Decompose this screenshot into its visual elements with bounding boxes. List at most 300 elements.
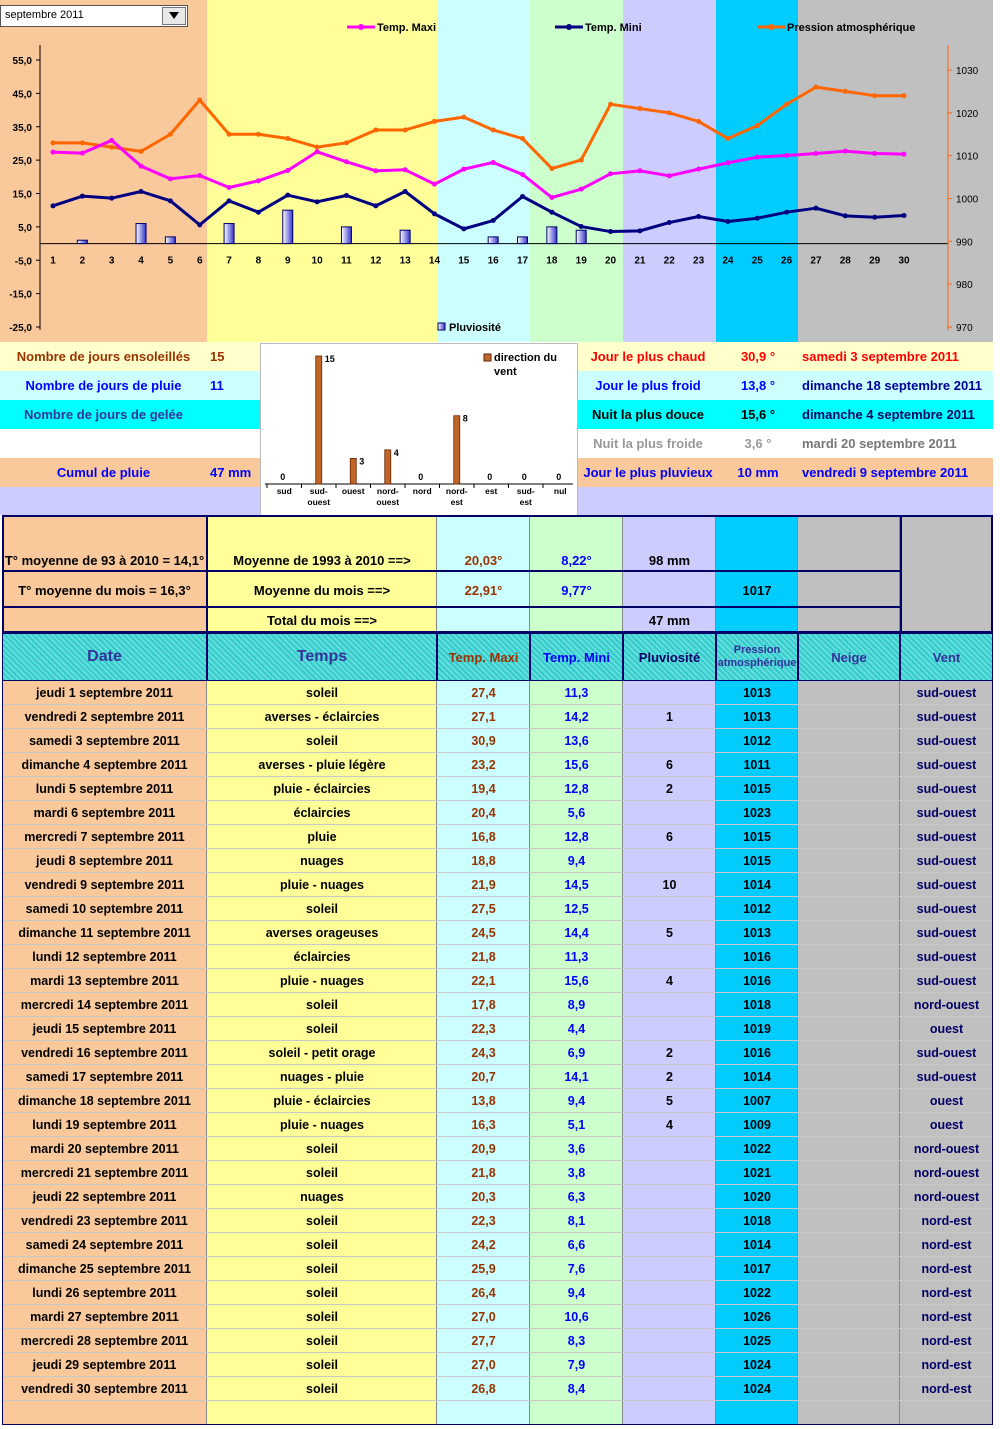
temp-mini-point	[902, 213, 907, 218]
table-cell: soleil	[207, 1353, 437, 1377]
table-cell: soleil - petit orage	[207, 1041, 437, 1065]
table-cell: nord-ouest	[900, 1161, 993, 1185]
header-temps: Temps	[207, 633, 437, 681]
temp-mini-point	[256, 210, 261, 215]
table-cell: 15,6	[530, 753, 623, 777]
temp-mini-point	[843, 213, 848, 218]
header-temp-mini: Temp. Mini	[530, 633, 623, 681]
y-tick-label: -5,0	[14, 256, 32, 268]
table-cell: sud-ouest	[900, 705, 993, 729]
table-cell: vendredi 9 septembre 2011	[2, 873, 207, 897]
temp-mini-point	[667, 220, 672, 225]
pression-point	[373, 127, 378, 132]
table-cell: 17,8	[437, 993, 530, 1017]
wind-value-label: 0	[487, 472, 493, 482]
avg-ref-label: Moyenne de 1993 à 2010 ==>	[233, 552, 411, 568]
table-cell: 5	[623, 921, 716, 945]
table-cell: 13,8	[437, 1089, 530, 1113]
legend-pression: Pression atmosphérique	[787, 22, 916, 34]
table-cell: jeudi 22 septembre 2011	[2, 1185, 207, 1209]
temp-maxi-point	[403, 167, 408, 172]
table-cell: 20,9	[437, 1137, 530, 1161]
temp-maxi-point	[197, 173, 202, 178]
table-cell: 1020	[716, 1185, 798, 1209]
table-cell: 14,2	[530, 705, 623, 729]
pression-point	[80, 140, 85, 145]
temp-maxi-point	[784, 153, 789, 158]
temp-maxi-point	[109, 138, 114, 143]
x-tick-label: 15	[458, 255, 470, 267]
table-cell: 1007	[716, 1089, 798, 1113]
x-tick-label: 5	[167, 255, 174, 267]
table-cell: nord-est	[900, 1377, 993, 1401]
pression-point	[139, 149, 144, 154]
y-tick-label: 45,0	[12, 89, 32, 101]
temp-mini-point	[608, 229, 613, 234]
wind-value-label: 0	[418, 472, 424, 482]
pression-point	[608, 102, 613, 107]
table-cell: 24,3	[437, 1041, 530, 1065]
table-cell: 1023	[716, 801, 798, 825]
table-cell: 3,8	[530, 1161, 623, 1185]
wind-legend: direction du vent	[494, 352, 557, 378]
temp-mini-point	[139, 189, 144, 194]
temp-mini-point	[784, 210, 789, 215]
pression-point	[725, 136, 730, 141]
wind-value-label: 3	[359, 456, 365, 467]
table-cell: 1015	[716, 777, 798, 801]
table-cell: dimanche 25 septembre 2011	[2, 1257, 207, 1281]
table-cell: dimanche 4 septembre 2011	[2, 753, 207, 777]
rain-bar	[136, 224, 146, 244]
table-cell: 22,1	[437, 969, 530, 993]
table-cell: soleil	[207, 993, 437, 1017]
summary-right-label: Jour le plus pluvieux	[583, 465, 713, 480]
table-cell: 1025	[716, 1329, 798, 1353]
table-cell: lundi 5 septembre 2011	[2, 777, 207, 801]
pression-point	[813, 85, 818, 90]
table-cell: soleil	[207, 1281, 437, 1305]
y2-tick-label: 1010	[956, 151, 979, 163]
avg-ref-max: 20,03°	[464, 552, 503, 568]
table-cell: sud-ouest	[900, 921, 993, 945]
averages-border	[2, 515, 993, 633]
wind-value-label: 15	[324, 354, 335, 364]
table-cell: 22,3	[437, 1017, 530, 1041]
x-tick-label: 21	[634, 255, 646, 267]
table-cell: 6,6	[530, 1233, 623, 1257]
x-tick-label: 20	[604, 255, 617, 267]
summary-left-label: Cumul de pluie	[56, 465, 151, 480]
table-cell: samedi 24 septembre 2011	[2, 1233, 207, 1257]
temp-mini-point	[80, 194, 85, 199]
table-cell: 22,3	[437, 1209, 530, 1233]
table-cell: lundi 19 septembre 2011	[2, 1113, 207, 1137]
table-cell: dimanche 11 septembre 2011	[2, 921, 207, 945]
x-tick-label: 30	[898, 255, 910, 267]
summary-right-value: 10 mm	[737, 465, 779, 480]
pression-point	[872, 93, 877, 98]
table-cell: 6,9	[530, 1041, 623, 1065]
summary-left-label: Nombre de jours de pluie	[25, 378, 182, 393]
pression-point	[755, 123, 760, 128]
temp-maxi-point	[285, 168, 290, 173]
table-cell: 1026	[716, 1305, 798, 1329]
temp-mini-point	[197, 222, 202, 227]
table-cell: nord-est	[900, 1209, 993, 1233]
temp-maxi-point	[139, 164, 144, 169]
table-cell: 16,8	[437, 825, 530, 849]
table-cell: soleil	[207, 729, 437, 753]
pression-point	[256, 132, 261, 137]
table-cell: jeudi 15 septembre 2011	[2, 1017, 207, 1041]
temp-maxi-point	[637, 168, 642, 173]
table-cell: éclaircies	[207, 945, 437, 969]
table-cell: pluie - nuages	[207, 1113, 437, 1137]
avg-month-min: 9,77°	[561, 582, 592, 598]
table-cell: 1015	[716, 825, 798, 849]
table-cell: 1018	[716, 993, 798, 1017]
temp-mini-point	[344, 193, 349, 198]
table-cell: averses - éclaircies	[207, 705, 437, 729]
pression-point	[784, 102, 789, 107]
table-cell: 6	[623, 825, 716, 849]
table-cell: 26,8	[437, 1377, 530, 1401]
table-cell: 2	[623, 777, 716, 801]
temp-maxi-point	[461, 167, 466, 172]
table-cell: 4,4	[530, 1017, 623, 1041]
y2-tick-label: 970	[956, 323, 973, 334]
table-cell: nuages	[207, 1185, 437, 1209]
temp-maxi-point	[696, 167, 701, 172]
wind-category-label: est	[450, 497, 463, 507]
y-tick-label: -25,0	[9, 323, 32, 334]
summary-left-label	[0, 429, 207, 458]
x-tick-label: 28	[839, 255, 851, 267]
rain-bar	[77, 240, 87, 243]
table-cell: soleil	[207, 1377, 437, 1401]
wind-category-label: sud-	[309, 486, 328, 496]
header-vent: Vent	[900, 633, 993, 681]
temp-mini-point	[168, 198, 173, 203]
temp-maxi-point	[843, 149, 848, 154]
table-cell: 6	[623, 753, 716, 777]
summary-right-value: 15,6 °	[740, 407, 776, 422]
x-tick-label: 14	[428, 255, 441, 267]
table-cell: 21,9	[437, 873, 530, 897]
temp-mini-line	[53, 191, 904, 231]
wind-category-label: ouest	[307, 497, 331, 507]
table-cell: 1017	[716, 1257, 798, 1281]
table-cell: 1024	[716, 1353, 798, 1377]
table-cell: 27,0	[437, 1305, 530, 1329]
x-tick-label: 13	[399, 255, 411, 267]
wind-value-label: 0	[556, 472, 562, 482]
table-cell: soleil	[207, 1257, 437, 1281]
summary-left-value	[210, 400, 258, 429]
table-cell: 1022	[716, 1137, 798, 1161]
table-cell: averses - pluie légère	[207, 753, 437, 777]
pression-point	[461, 115, 466, 120]
table-cell: pluie - éclaircies	[207, 777, 437, 801]
table-cell: sud-ouest	[900, 945, 993, 969]
table-cell: 5	[623, 1089, 716, 1113]
table-cell: 10,6	[530, 1305, 623, 1329]
x-tick-label: 17	[516, 255, 529, 267]
weather-chart	[0, 0, 993, 342]
summary-right-value: 30,9 °	[740, 349, 776, 364]
table-cell: 8,3	[530, 1329, 623, 1353]
table-cell: mercredi 14 septembre 2011	[2, 993, 207, 1017]
temp-maxi-point	[872, 151, 877, 156]
table-cell: vendredi 30 septembre 2011	[2, 1377, 207, 1401]
table-cell: 14,5	[530, 873, 623, 897]
table-cell: 6,3	[530, 1185, 623, 1209]
x-tick-label: 10	[311, 255, 323, 267]
table-cell: 1013	[716, 681, 798, 705]
rain-bar	[576, 230, 586, 243]
summary-left-value: 11	[210, 378, 224, 393]
table-cell: 21,8	[437, 1161, 530, 1185]
pression-point	[843, 89, 848, 94]
header-pression: Pression atmosphérique	[716, 633, 798, 681]
table-cell: sud-ouest	[900, 825, 993, 849]
table-cell: 8,9	[530, 993, 623, 1017]
pression-point	[403, 127, 408, 132]
y2-tick-label: 980	[956, 280, 973, 292]
legend-temp-mini: Temp. Mini	[585, 22, 642, 34]
rain-bar	[488, 237, 498, 244]
table-cell: 9,4	[530, 849, 623, 873]
avg-total-rain: 47 mm	[648, 612, 691, 628]
table-cell: 30,9	[437, 729, 530, 753]
table-cell: nuages - pluie	[207, 1065, 437, 1089]
wind-category-label: sud-	[516, 486, 535, 496]
table-cell: sud-ouest	[900, 1065, 993, 1089]
table-cell: 27,5	[437, 897, 530, 921]
x-tick-label: 27	[810, 255, 822, 267]
summary-right-date: mardi 20 septembre 2011	[802, 436, 957, 451]
table-cell: jeudi 8 septembre 2011	[2, 849, 207, 873]
x-tick-label: 4	[138, 255, 144, 267]
table-cell: samedi 3 septembre 2011	[2, 729, 207, 753]
table-cell: sud-ouest	[900, 849, 993, 873]
wind-category-label: est	[485, 486, 498, 496]
table-cell: mardi 20 septembre 2011	[2, 1137, 207, 1161]
pression-point	[109, 145, 114, 150]
table-cell: soleil	[207, 681, 437, 705]
rain-bar	[283, 210, 293, 243]
table-cell: nord-est	[900, 1281, 993, 1305]
table-cell: 27,1	[437, 705, 530, 729]
summary-left-label: Nombre de jours ensoleillés	[16, 349, 191, 364]
wind-bar	[385, 450, 391, 484]
temp-mini-point	[51, 203, 56, 208]
table-cell: 1016	[716, 969, 798, 993]
x-tick-label: 22	[663, 255, 675, 267]
month-selector[interactable]	[0, 5, 188, 27]
temp-maxi-point	[549, 195, 554, 200]
temp-maxi-point	[667, 173, 672, 178]
temp-mini-point	[285, 193, 290, 198]
table-cell: soleil	[207, 1209, 437, 1233]
temp-maxi-point	[579, 187, 584, 192]
table-cell: 1012	[716, 897, 798, 921]
table-cell: soleil	[207, 897, 437, 921]
table-cell: 27,0	[437, 1353, 530, 1377]
temp-mini-point	[461, 226, 466, 231]
rain-bar	[224, 224, 234, 244]
temp-mini-point	[549, 210, 554, 215]
pression-point	[227, 132, 232, 137]
pression-point	[579, 157, 584, 162]
averages-hline	[2, 606, 900, 608]
table-cell: ouest	[900, 1113, 993, 1137]
table-cell: 20,7	[437, 1065, 530, 1089]
month-selector-button[interactable]	[162, 7, 186, 25]
table-cell: nord-est	[900, 1329, 993, 1353]
temp-maxi-point	[813, 151, 818, 156]
table-cell: 20,4	[437, 801, 530, 825]
table-cell: mardi 6 septembre 2011	[2, 801, 207, 825]
table-cell: 9,4	[530, 1089, 623, 1113]
table-cell: 8,4	[530, 1377, 623, 1401]
table-cell: 18,8	[437, 849, 530, 873]
table-cell: 8,1	[530, 1209, 623, 1233]
y2-tick-label: 1020	[956, 108, 979, 120]
table-cell: samedi 17 septembre 2011	[2, 1065, 207, 1089]
temp-mini-point	[403, 189, 408, 194]
x-tick-label: 24	[722, 255, 734, 267]
table-cell: soleil	[207, 1305, 437, 1329]
temp-mini-point	[432, 211, 437, 216]
summary-right-date: vendredi 9 septembre 2011	[802, 465, 969, 480]
y-tick-label: 5,0	[18, 222, 32, 234]
avg-ref-min: 8,22°	[561, 552, 592, 568]
wind-category-label: ouest	[341, 486, 365, 496]
temp-maxi-point	[491, 160, 496, 165]
table-cell: sud-ouest	[900, 1041, 993, 1065]
x-tick-label: 23	[693, 255, 705, 267]
table-cell: 1021	[716, 1161, 798, 1185]
table-cell: pluie - éclaircies	[207, 1089, 437, 1113]
table-cell: 19,4	[437, 777, 530, 801]
table-cell: 1014	[716, 1065, 798, 1089]
table-cell: nord-ouest	[900, 1137, 993, 1161]
pression-point	[667, 110, 672, 115]
temp-maxi-point	[51, 150, 56, 155]
table-cell: mercredi 28 septembre 2011	[2, 1329, 207, 1353]
x-tick-label: 18	[546, 255, 558, 267]
header-date: Date	[2, 633, 207, 681]
table-cell: 10	[623, 873, 716, 897]
wind-value-label: 4	[393, 447, 399, 458]
legend-temp-maxi: Temp. Maxi	[377, 22, 437, 34]
pression-point	[549, 166, 554, 171]
temp-mini-point	[725, 219, 730, 224]
table-cell: nord-ouest	[900, 993, 993, 1017]
table-cell: 1022	[716, 1281, 798, 1305]
summary-left-value: 47 mm	[210, 465, 252, 480]
table-cell: pluie - nuages	[207, 873, 437, 897]
x-tick-label: 29	[869, 255, 881, 267]
table-cell: 12,8	[530, 825, 623, 849]
table-cell: nuages	[207, 849, 437, 873]
x-tick-label: 12	[370, 255, 382, 267]
temp-maxi-point	[315, 149, 320, 154]
wind-direction-chart	[260, 343, 578, 517]
table-cell: 9,4	[530, 1281, 623, 1305]
wind-category-label: nord-	[376, 486, 399, 496]
temp-maxi-point	[520, 172, 525, 177]
table-cell: 13,6	[530, 729, 623, 753]
temp-maxi-point	[755, 155, 760, 160]
table-cell: vendredi 2 septembre 2011	[2, 705, 207, 729]
summary-right-date: samedi 3 septembre 2011	[802, 349, 959, 364]
avg-ref-rain: 98 mm	[648, 552, 691, 568]
temp-mini-point	[227, 198, 232, 203]
temp-mini-point	[109, 196, 114, 201]
table-cell: 16,3	[437, 1113, 530, 1137]
y-tick-label: -15,0	[9, 289, 32, 301]
y-tick-label: 55,0	[12, 56, 32, 67]
wind-bar	[316, 356, 322, 484]
wind-category-label: ouest	[376, 497, 400, 507]
temp-maxi-point	[227, 185, 232, 190]
x-tick-label: 2	[79, 255, 86, 267]
rain-bar	[400, 230, 410, 243]
avg-t-month: T° moyenne du mois = 16,3°	[18, 582, 191, 598]
summary-left-value	[210, 429, 258, 458]
table-cell: ouest	[900, 1017, 993, 1041]
temp-mini-point	[813, 206, 818, 211]
x-tick-label: 16	[487, 255, 499, 267]
x-tick-label: 26	[781, 255, 793, 267]
table-cell: éclaircies	[207, 801, 437, 825]
temp-mini-point	[637, 228, 642, 233]
table-cell: jeudi 29 septembre 2011	[2, 1353, 207, 1377]
pression-point	[902, 93, 907, 98]
table-cell: 1012	[716, 729, 798, 753]
table-cell: 1019	[716, 1017, 798, 1041]
month-selector-value: septembre 2011	[5, 9, 84, 21]
table-cell: 14,4	[530, 921, 623, 945]
temp-maxi-point	[902, 152, 907, 157]
legend-pluviosite: Pluviosité	[449, 322, 501, 334]
table-cell: 12,8	[530, 777, 623, 801]
pression-point	[51, 140, 56, 145]
header-neige: Neige	[798, 633, 900, 681]
table-cell: 25,9	[437, 1257, 530, 1281]
table-cell: nord-est	[900, 1353, 993, 1377]
table-cell: 1013	[716, 921, 798, 945]
table-cell: 1	[623, 705, 716, 729]
table-cell: 1014	[716, 873, 798, 897]
table-cell: vendredi 16 septembre 2011	[2, 1041, 207, 1065]
table-cell: 1016	[716, 945, 798, 969]
table-cell: 15,6	[530, 969, 623, 993]
wind-category-label: nul	[553, 486, 567, 496]
summary-right-label: Jour le plus chaud	[590, 349, 706, 364]
table-cell: sud-ouest	[900, 753, 993, 777]
rain-bar	[165, 237, 175, 244]
avg-t-ref: T° moyenne de 93 à 2010 = 14,1°	[4, 552, 205, 568]
y2-tick-label: 1030	[956, 66, 979, 77]
rain-bar	[518, 237, 528, 244]
table-cell: 21,8	[437, 945, 530, 969]
temp-maxi-point	[168, 176, 173, 181]
header-pluviosite: Pluviosité	[623, 633, 716, 681]
